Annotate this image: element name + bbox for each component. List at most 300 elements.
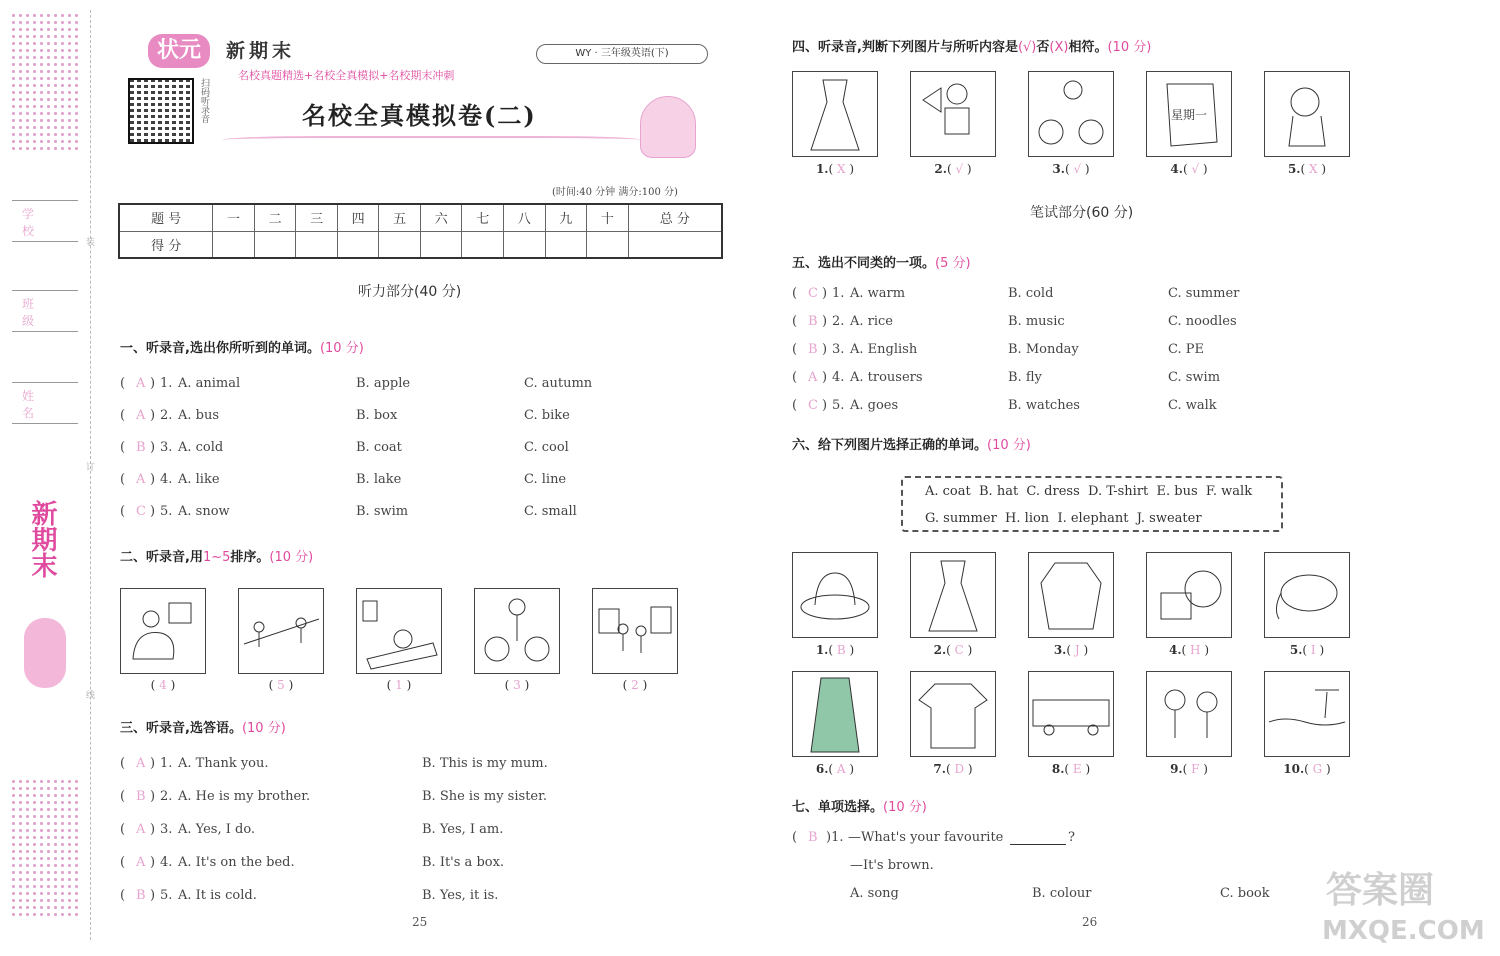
sec1-score: (10 分) [319, 341, 364, 356]
answer-close: ) [822, 286, 828, 301]
written-heading [1030, 202, 1133, 222]
match-value: G [1312, 762, 1323, 776]
mascot-figure [640, 96, 696, 158]
class-field: 班 级 [12, 290, 78, 332]
score-input[interactable] [504, 231, 546, 258]
score-input[interactable] [296, 231, 338, 258]
question-num: 4. [160, 855, 173, 870]
option-c: C. line [524, 472, 567, 487]
answer-close: ) [822, 342, 828, 357]
question-num: 2. [160, 408, 173, 423]
answer-open: ( [792, 370, 798, 385]
paren-open: ( [828, 162, 837, 176]
judge-num: 3. [1052, 162, 1065, 176]
answer-open: ( [792, 314, 798, 329]
school-field: 学 校 [12, 200, 78, 242]
option-a: A. Yes, I do. [178, 822, 256, 837]
option-b: B. music [1008, 314, 1065, 329]
match-num: 6. [815, 762, 829, 776]
paren-open: ( [1182, 162, 1192, 176]
judge-num: 5. [1287, 162, 1301, 176]
sec3-title-text: 三、听录音,选答语。 [120, 721, 242, 736]
score-cell: 六 [420, 204, 462, 231]
score-input[interactable] [254, 231, 296, 258]
paren-open: ( [386, 678, 396, 692]
score-table-row [119, 231, 722, 258]
qr-code [128, 78, 194, 144]
score-cell: 四 [337, 204, 379, 231]
score-input[interactable] [213, 231, 255, 258]
answer-open: ( [792, 342, 798, 357]
paren-open: ( [150, 678, 160, 692]
match-num: 5. [1289, 643, 1303, 657]
question-num: 2. [832, 314, 845, 329]
answer-mark: B [808, 314, 818, 329]
score-cell: 二 [254, 204, 296, 231]
paren-close: ) [845, 162, 855, 176]
sec7-question-end: ? [1068, 830, 1075, 845]
answer-open: ( [120, 504, 126, 519]
paren-open: ( [828, 643, 837, 657]
answer-mark: B [136, 789, 146, 804]
order-answer [120, 678, 206, 692]
paren-open: ( [1064, 762, 1073, 776]
question-row [120, 822, 562, 842]
paren-open: ( [1064, 162, 1074, 176]
sec3-score: (10 分) [241, 721, 286, 736]
picture-kid-tv [120, 588, 206, 674]
option-b: B. box [356, 408, 398, 423]
sec7-score: (10 分) [883, 800, 927, 815]
answer-mark: A [136, 408, 146, 423]
answer-open: ( [120, 408, 126, 423]
option-a: A. It's on the bed. [178, 855, 295, 870]
picture-bus [1028, 671, 1114, 757]
question-num: 3. [832, 342, 845, 357]
question-row [792, 398, 1308, 418]
picture-dog [1264, 71, 1350, 157]
paren-close: ) [402, 678, 412, 692]
score-cell: 一 [213, 204, 255, 231]
match-num: 3. [1053, 643, 1067, 657]
paren-open: ( [946, 162, 956, 176]
paren-close: ) [1317, 162, 1327, 176]
answer-close: ) [150, 822, 156, 837]
question-num: 1. [160, 376, 173, 391]
paren-open: ( [1181, 643, 1191, 657]
match-value: C [954, 643, 964, 657]
sec7-title [792, 796, 927, 815]
answer-mark: A [808, 370, 818, 385]
sec2-title-text: 二、听录音,用 [120, 550, 203, 565]
sec4-title-text: 四、听录音,判断下列图片与所听内容是 [792, 40, 1018, 55]
name-field: 姓 名 [12, 382, 78, 424]
answer-close: ) [150, 504, 156, 519]
option-b: B. fly [1008, 370, 1042, 385]
option-b: B. watches [1008, 398, 1080, 413]
score-input[interactable] [379, 231, 421, 258]
answer-mark: B [136, 440, 146, 455]
sec4-title [792, 36, 1151, 55]
score-cell: 三 [296, 204, 338, 231]
sec7-options [850, 886, 1350, 906]
option-b: B. She is my sister. [422, 789, 548, 804]
answer-open: ( [120, 855, 126, 870]
judge-value: X [1308, 162, 1318, 176]
judge-answer [1264, 162, 1350, 176]
picture-coat [792, 671, 878, 757]
exam-meta: (时间:40 分钟 满分:100 分) [552, 187, 678, 198]
written-title: 笔试部分 [1030, 205, 1086, 221]
score-table-header [119, 204, 722, 231]
match-answer [792, 643, 878, 657]
paren-close: ) [963, 162, 972, 176]
answer-open: ( [120, 756, 126, 771]
sec2-range: 1~5 [202, 550, 231, 565]
match-answer [1264, 762, 1350, 776]
option-b: B. Monday [1008, 342, 1079, 357]
sec6-score: (10 分) [987, 438, 1031, 453]
match-value: H [1190, 643, 1201, 657]
header-brand: 新期末 [226, 40, 296, 62]
answer-open: ( [120, 440, 126, 455]
paren-open: ( [268, 678, 278, 692]
option-c: C. bike [524, 408, 570, 423]
answer-open: ( [120, 376, 126, 391]
paren-close: ) [166, 678, 176, 692]
sidebar-brand: 新期末 [27, 500, 57, 578]
header-series: 名校真题精选+名校全真模拟+名校期末冲刺 [238, 69, 455, 82]
option-b: B. Yes, it is. [422, 888, 499, 903]
picture-dress-2 [910, 552, 996, 638]
question-row [120, 888, 562, 908]
picture-lion [1146, 552, 1232, 638]
sec6-title-text: 六、给下列图片选择正确的单词。 [792, 438, 988, 453]
sec7-blank[interactable] [1010, 844, 1066, 845]
calendar-text: 星期一 [1171, 108, 1208, 122]
option-a: A. snow [178, 504, 230, 519]
match-value: E [1072, 762, 1082, 776]
option-b: B. lake [356, 472, 402, 487]
picture-kids-street [592, 588, 678, 674]
picture-elephant [1264, 552, 1350, 638]
watermark-url: MXQE.COM [1322, 916, 1485, 946]
option-a: A. animal [178, 376, 241, 391]
score-input[interactable] [420, 231, 462, 258]
picture-tshirt [910, 671, 996, 757]
answer-close: ) [150, 789, 156, 804]
answer-close: ) [150, 376, 156, 391]
answer-open: ( [120, 822, 126, 837]
match-answer [1146, 762, 1232, 776]
order-answer [238, 678, 324, 692]
match-num: 8. [1051, 762, 1065, 776]
paren-close: ) [845, 762, 855, 776]
sidebar-decor-1: 装 [86, 238, 96, 248]
judge-answer [1028, 162, 1114, 176]
option-b: B. Yes, I am. [422, 822, 504, 837]
answer-close: ) [150, 440, 156, 455]
paren-close: ) [1315, 643, 1325, 657]
question-row [120, 756, 562, 776]
answer-mark: B [136, 888, 146, 903]
option-a: A. rice [850, 314, 893, 329]
score-cell: 题 号 [119, 204, 213, 231]
picture-kid-sleeping [356, 588, 442, 674]
order-answer [474, 678, 560, 692]
question-row [792, 342, 1308, 362]
option-a: A. warm [850, 286, 906, 301]
listening-score: (40 分) [414, 284, 462, 300]
score-cell: 九 [545, 204, 587, 231]
answer-mark: A [136, 472, 146, 487]
order-value: 3 [513, 678, 521, 692]
score-input[interactable] [545, 231, 587, 258]
sec7-title-text: 七、单项选择。 [792, 800, 884, 815]
page-number-right: 26 [1082, 915, 1098, 929]
header-badge: WY · 三年级英语(下) [536, 44, 708, 64]
sec1-title-text: 一、听录音,选出你所听到的单词。 [120, 341, 320, 356]
answer-open: ( [792, 398, 798, 413]
word-bank [901, 476, 1283, 532]
question-num: 4. [160, 472, 173, 487]
paren-close: ) [1079, 643, 1089, 657]
judge-answer [1146, 162, 1232, 176]
sec4-title-text3: 相符。 [1068, 40, 1108, 55]
match-value: B [836, 643, 846, 657]
order-value: 1 [395, 678, 403, 692]
sec7-num: )1. [826, 830, 844, 845]
match-answer [1028, 762, 1114, 776]
match-value: I [1310, 643, 1316, 657]
question-num: 5. [160, 888, 173, 903]
answer-close: ) [150, 472, 156, 487]
match-value: F [1191, 762, 1200, 776]
question-num: 5. [832, 398, 845, 413]
paren-open: ( [946, 643, 955, 657]
question-num: 4. [832, 370, 845, 385]
option-a: A. like [178, 472, 220, 487]
written-score: (60 分) [1086, 205, 1134, 221]
match-answer [910, 643, 996, 657]
sec5-title-text: 五、选出不同类的一项。 [792, 256, 936, 271]
listening-title: 听力部分 [358, 284, 414, 300]
paren-open: ( [622, 678, 632, 692]
sec7-question-text: —What's your favourite [848, 830, 1004, 845]
question-row [120, 408, 664, 428]
sidebar-decor-2: 订 [86, 463, 96, 473]
word-bank-line1: A. coat B. hat C. dress D. T-shirt E. bus F. walk [925, 484, 1253, 499]
question-num: 3. [160, 822, 173, 837]
judge-answer [910, 162, 996, 176]
decor-dots-bottom [10, 778, 82, 920]
judge-value: √ [1073, 162, 1082, 176]
option-b: B. cold [1008, 286, 1054, 301]
question-num: 2. [160, 789, 173, 804]
header-logo: 状元 [148, 34, 210, 68]
answer-open: ( [792, 286, 798, 301]
paren-close: ) [284, 678, 294, 692]
option-a: A. It is cold. [178, 888, 257, 903]
option-b: B. coat [356, 440, 402, 455]
match-num: 9. [1170, 762, 1183, 776]
picture-kids-walk [1146, 671, 1232, 757]
match-num: 1. [815, 643, 829, 657]
paren-open: ( [1302, 643, 1311, 657]
score-cell: 总 分 [628, 204, 722, 231]
match-num: 7. [933, 762, 946, 776]
match-num: 4. [1169, 643, 1182, 657]
order-answer [592, 678, 678, 692]
picture-beach [1264, 671, 1350, 757]
score-label: 得 分 [119, 231, 213, 258]
paren-open: ( [945, 762, 955, 776]
question-num: 1. [160, 756, 173, 771]
word-bank-line2: G. summer H. lion I. elephant J. sweater [925, 511, 1202, 526]
sec1-title [120, 337, 364, 356]
sec7-reply: —It's brown. [850, 858, 934, 873]
judge-value: √ [1191, 162, 1200, 176]
paren-close: ) [520, 678, 530, 692]
judge-num: 2. [934, 162, 947, 176]
order-value: 2 [631, 678, 639, 692]
paren-close: ) [963, 643, 973, 657]
decor-dots-top [10, 12, 82, 154]
match-num: 10. [1283, 762, 1305, 776]
question-row [792, 370, 1308, 390]
answer-mark: C [136, 504, 146, 519]
paren-close: ) [1322, 762, 1331, 776]
paren-open: ( [1182, 762, 1192, 776]
sidebar-logo [24, 618, 66, 688]
match-answer [910, 762, 996, 776]
score-input[interactable] [587, 231, 629, 258]
option-a: A. He is my brother. [178, 789, 311, 804]
match-value: J [1074, 643, 1080, 657]
match-answer [792, 762, 878, 776]
paren-close: ) [1199, 162, 1208, 176]
paren-close: ) [1081, 762, 1091, 776]
question-row [120, 376, 664, 396]
score-input[interactable] [462, 231, 504, 258]
score-input[interactable] [337, 231, 379, 258]
option-c: C. cool [524, 440, 569, 455]
answer-close: ) [822, 398, 828, 413]
question-row [120, 504, 664, 524]
page-number-left: 25 [412, 915, 428, 929]
option-b: B. This is my mum. [422, 756, 548, 771]
match-value: A [836, 762, 846, 776]
option-b: B. swim [356, 504, 409, 519]
judge-value: √ [955, 162, 964, 176]
question-row [120, 789, 562, 809]
score-table [118, 203, 723, 259]
sidebar-divider [90, 10, 91, 940]
picture-sweater [1028, 552, 1114, 638]
paren-close: ) [964, 762, 973, 776]
answer-close: ) [150, 888, 156, 903]
option-c: C. summer [1168, 286, 1240, 301]
question-row [120, 855, 562, 875]
paren-close: ) [845, 643, 855, 657]
paren-close: ) [638, 678, 648, 692]
sec7-answer: B [808, 830, 818, 845]
sec2-score: (10 分) [269, 550, 314, 565]
answer-mark: A [136, 855, 146, 870]
option-a: A. Thank you. [178, 756, 269, 771]
sec4-cross: (X) [1049, 40, 1069, 55]
score-cell: 五 [379, 204, 421, 231]
match-value: D [954, 762, 965, 776]
score-cell: 七 [462, 204, 504, 231]
option-c: C. autumn [524, 376, 593, 391]
option-a: A. trousers [850, 370, 923, 385]
picture-kids-walking [238, 588, 324, 674]
watermark-logo: 答案圈 [1326, 870, 1435, 911]
answer-mark: B [808, 342, 818, 357]
sec3-title [120, 717, 286, 736]
answer-open: ( [792, 830, 798, 845]
option-c: C. walk [1168, 398, 1217, 413]
sidebar-decor-3: 线 [86, 691, 96, 701]
sec7-option-a: A. song [850, 886, 899, 901]
order-value: 5 [277, 678, 285, 692]
judge-value: X [836, 162, 846, 176]
paren-close: ) [1200, 643, 1209, 657]
order-answer [356, 678, 442, 692]
question-row [120, 440, 664, 460]
sec4-check: (√) [1017, 40, 1037, 55]
question-row [120, 472, 664, 492]
paren-close: ) [1199, 762, 1208, 776]
option-b: B. apple [356, 376, 411, 391]
score-cell: 十 [587, 204, 629, 231]
question-num: 5. [160, 504, 173, 519]
answer-close: ) [822, 370, 828, 385]
picture-calendar [1146, 71, 1232, 157]
picture-boy-bike [1028, 71, 1114, 157]
paren-open: ( [1066, 643, 1075, 657]
answer-open: ( [120, 472, 126, 487]
answer-close: ) [150, 855, 156, 870]
match-answer [1028, 643, 1114, 657]
judge-num: 1. [815, 162, 829, 176]
match-answer [1264, 643, 1350, 657]
judge-answer [792, 162, 878, 176]
option-a: A. cold [178, 440, 224, 455]
picture-dress [792, 71, 878, 157]
score-cell: 八 [504, 204, 546, 231]
option-a: A. goes [850, 398, 899, 413]
option-c: C. PE [1168, 342, 1204, 357]
sec5-score: (5 分) [935, 256, 971, 271]
sec4-score: (10 分) [1107, 40, 1152, 55]
score-input[interactable] [628, 231, 722, 258]
answer-mark: C [808, 286, 818, 301]
option-c: C. small [524, 504, 577, 519]
scan-text: 扫码听录音 [199, 78, 209, 123]
paren-close: ) [1081, 162, 1090, 176]
answer-mark: C [808, 398, 818, 413]
sec7-question [792, 830, 1392, 850]
option-c: C. swim [1168, 370, 1221, 385]
option-c: C. noodles [1168, 314, 1237, 329]
answer-open: ( [120, 888, 126, 903]
paren-open: ( [1304, 762, 1313, 776]
sec5-title [792, 252, 971, 271]
sec6-title [792, 434, 1031, 453]
answer-open: ( [120, 789, 126, 804]
